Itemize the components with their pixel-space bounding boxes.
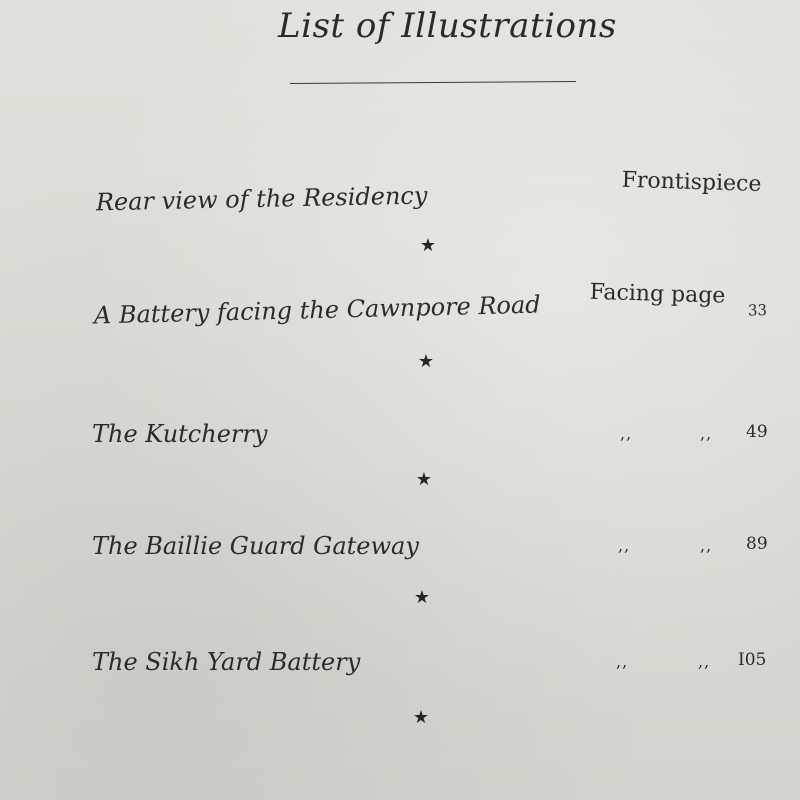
ditto-mark: ,, — [700, 424, 713, 443]
separator-star: ★ — [413, 587, 431, 608]
page-reference: Frontispiece — [621, 167, 762, 198]
list-item — [0, 532, 800, 572]
page-title: List of Illustrations — [278, 6, 617, 46]
separator-star: ★ — [412, 707, 430, 728]
illustration-caption: The Baillie Guard Gateway — [92, 532, 419, 560]
illustration-caption: A Battery facing the Cawnpore Road — [93, 290, 541, 330]
separator-star: ★ — [419, 235, 437, 256]
separator-star: ★ — [415, 469, 433, 490]
list-item — [0, 420, 800, 460]
page-reference: Facing page — [589, 279, 726, 309]
page-number: 49 — [746, 422, 768, 442]
illustration-caption: The Sikh Yard Battery — [92, 648, 361, 676]
ditto-mark: ,, — [698, 652, 711, 671]
list-item — [0, 648, 800, 688]
illustration-caption: The Kutcherry — [92, 420, 268, 448]
ditto-mark: ,, — [616, 652, 629, 671]
title-rule — [290, 81, 576, 84]
ditto-mark: ,, — [618, 536, 631, 555]
list-item — [0, 167, 800, 231]
ditto-mark: ,, — [700, 536, 713, 555]
page-number: I05 — [738, 650, 767, 670]
separator-star: ★ — [417, 351, 435, 372]
ditto-mark: ,, — [620, 424, 633, 443]
page-number: 33 — [747, 301, 768, 320]
page-number: 89 — [746, 534, 768, 554]
illustration-caption: Rear view of the Residency — [95, 181, 428, 217]
list-item — [0, 279, 800, 344]
